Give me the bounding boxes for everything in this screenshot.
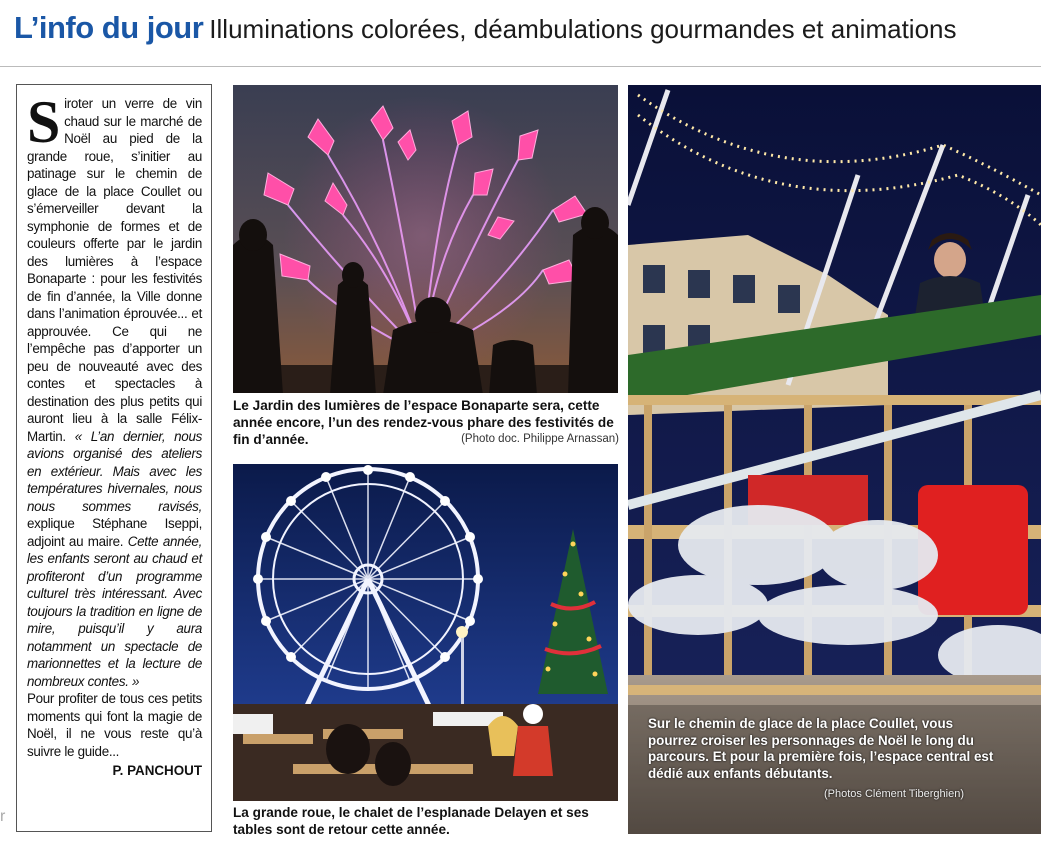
article-lead: iroter un verre de vin chaud sur le marché de Noël au pied de la grande roue, s’initier au patinage sur le chemin de glace de la place Coullet ou s’émerveiller devant la symphonie de formes et de couleurs offerte par le jardin des lumières à l’espace Bonaparte : pour les festivités de fin d’année, la Ville donne dans l’animation éprouvée... et approuvée. Ce qui ne l’empêche pas d’apporter un peu de nouveauté avec des contes et spectacles à destination des plus petits qui auront lieu à la salle Félix-Martin.: [27, 96, 202, 444]
article-quote-2: Cette année, les enfants seront au chaud et profiteront d’un programme culturel très intéressant. Avec toujours la tradition en ligne de mire, puisqu’il y aura notamment un spectacle de marionnettes et la lecture de nombreux contes. »: [27, 533, 202, 689]
article-box: [16, 84, 212, 832]
article-signature: P. PANCHOUT: [112, 763, 202, 778]
headline: Illuminations colorées, déambulations gourmandes et animations: [209, 14, 957, 44]
garden-caption-text: Le Jardin des lumières de l’espace Bonaparte sera, cette année encore, l’un des rendez-vous phare des festivités de fin d’année.: [233, 398, 614, 447]
edge-mark: r: [0, 808, 6, 825]
garden-caption: [233, 397, 619, 448]
page-header: [14, 10, 1034, 54]
garden-illustration: [233, 85, 618, 393]
article-closing: Pour profiter de tous ces petits moments qui font la magie de Noël, il ne vous reste qu’à suivre le guide...: [27, 691, 202, 759]
ice-credit: (Photos Clément Tiberghien): [824, 788, 965, 800]
wheel-photo: [233, 464, 618, 801]
kicker-title: L’info du jour: [14, 10, 204, 45]
garden-photo: [233, 85, 618, 393]
wheel-caption: La grande roue, le chalet de l’esplanade Delayen et ses tables sont de retour cette année.: [233, 805, 589, 837]
wheel-illustration: [233, 464, 618, 801]
garden-credit: (Photo doc. Philippe Arnassan): [461, 433, 619, 445]
ice-caption: Sur le chemin de glace de la place Coullet, vous pourrez croiser les personnages de Noël le long du parcours. Et pour la première fois, l’espace central est dédié aux enfants débutants.: [648, 716, 994, 781]
header-rule: [0, 66, 1041, 67]
dropcap: S: [27, 89, 61, 155]
article-quote-1: « L’an dernier, nous avions organisé des ateliers en extérieur. Mais avec les températures hivernales, nous nous sommes ravisés,: [27, 428, 202, 514]
article-attribution: explique Stéphane Iseppi, adjoint au maire.: [27, 516, 202, 549]
